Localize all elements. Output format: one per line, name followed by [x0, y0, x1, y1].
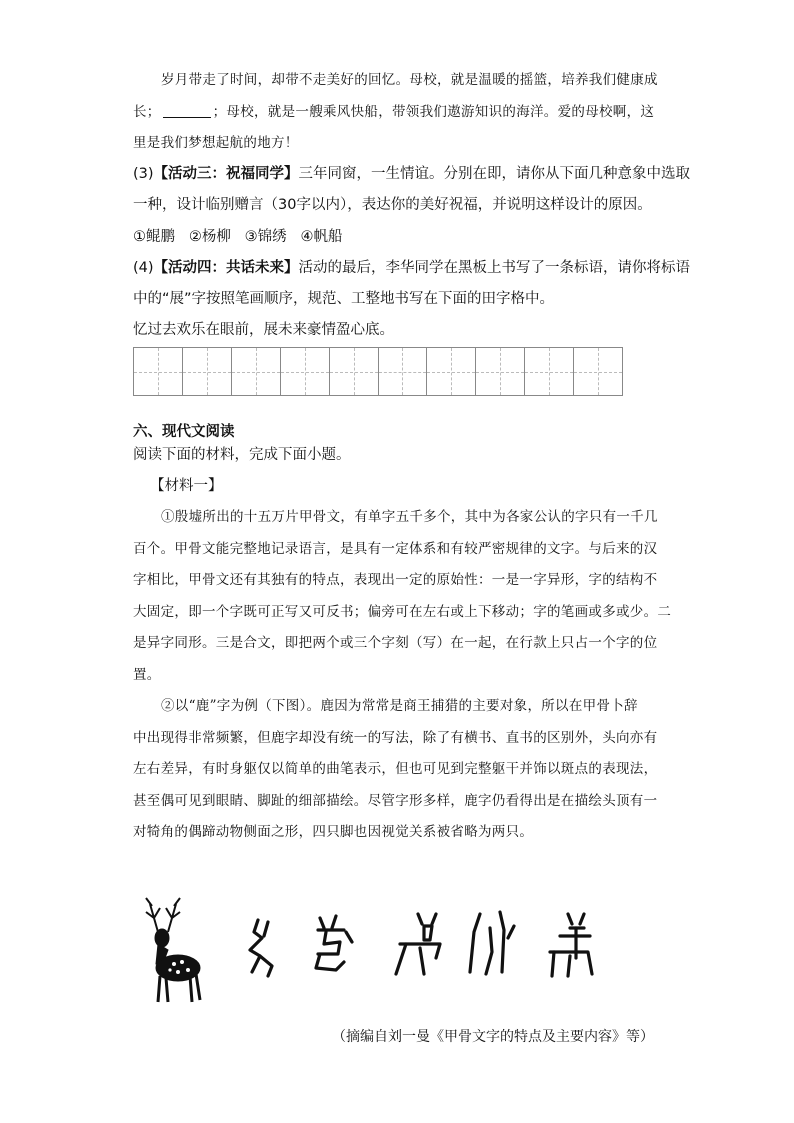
- deer-illustration: [146, 898, 200, 1002]
- intro-line-2-start: 长；: [133, 104, 161, 120]
- para1-line-6: 置。: [133, 667, 161, 683]
- para1-line-3: 字相比，甲骨文还有其独有的特点，表现出一定的原始性：一是一字异形，字的结构不: [133, 572, 658, 588]
- option-2: ②杨柳: [188, 229, 231, 245]
- activity4-line-1: [133, 256, 690, 277]
- para2-line-5: 对犄角的偶蹄动物侧面之形，四只脚也因视觉关系被省略为两只。: [133, 824, 534, 840]
- tianzige-grid[interactable]: [133, 347, 623, 396]
- para1-line-5: 是异字同形。三是合文，即把两个或三个字刻（写）在一起，在行款上只占一个字的位: [133, 635, 658, 651]
- tianzige-cell[interactable]: [232, 348, 281, 395]
- oracle-glyph-2: [316, 916, 352, 970]
- oracle-glyph-4: [470, 912, 514, 974]
- activity4-line-2: 中的“展”字按照笔画顺序，规范、工整地书写在下面的田字格中。: [133, 291, 555, 307]
- para1-line-1: ①殷墟所出的十五万片甲骨文，有单字五千多个，其中为各家公认的字只有一千几: [161, 509, 658, 525]
- option-1: ①鲲鹏: [133, 229, 175, 245]
- para2-line-1: ②以“鹿”字为例（下图）。鹿因为常常是商王捕猎的主要对象，所以在甲骨卜辞: [161, 698, 638, 714]
- intro-line-2: [133, 100, 654, 120]
- activity3-line-1: [133, 162, 690, 183]
- tianzige-cell[interactable]: [183, 348, 232, 395]
- activity3-title: 【活动三：祝福同学】: [153, 166, 299, 182]
- oracle-glyph-5: [550, 914, 592, 976]
- tianzige-cell[interactable]: [330, 348, 379, 395]
- intro-line-1: 岁月带走了时间，却带不走美好的回忆。母校，就是温暖的摇篮，培养我们健康成: [161, 72, 658, 88]
- slogan: 忆过去欢乐在眼前，展未来豪情盈心底。: [133, 322, 394, 338]
- activity3-line-2: 一种，设计临别赠言（30字以内），表达你的美好祝福，并说明这样设计的原因。: [133, 197, 652, 213]
- tianzige-cell[interactable]: [525, 348, 574, 395]
- option-4: ④帆船: [300, 229, 343, 245]
- section-heading: 六、现代文阅读: [133, 424, 235, 440]
- activity3-prefix: (3): [133, 166, 154, 182]
- intro-line-2-end: ；母校，就是一艘乘风快船，带领我们遨游知识的海洋。爱的母校啊，这: [212, 104, 655, 120]
- tianzige-cell[interactable]: [427, 348, 476, 395]
- para1-line-2: 百个。甲骨文能完整地记录语言，是具有一定体系和有较严密规律的文字。与后来的汉: [133, 541, 658, 557]
- option-3: ③锦绣: [244, 229, 287, 245]
- tianzige-cell[interactable]: [574, 348, 622, 395]
- intro-line-3: 里是我们梦想起航的地方！: [133, 135, 299, 151]
- para1-line-4: 大固定，即一个字既可正写又可反书；偏旁可在左右或上下移动；字的笔画或多或少。二: [133, 604, 672, 620]
- fill-blank[interactable]: [163, 105, 211, 118]
- activity3-line-1-rest: 三年同窗，一生情谊。分别在即，请你从下面几种意象中选取: [298, 166, 691, 182]
- activity4-prefix: (4): [133, 260, 154, 276]
- tianzige-cell[interactable]: [379, 348, 428, 395]
- deer-oracle-figure: [140, 892, 600, 1004]
- oracle-glyph-3: [396, 914, 440, 974]
- para2-line-4: 甚至偶可见到眼睛、脚趾的细部描绘。尽管字形多样，鹿字仍看得出是在描绘头顶有一: [133, 793, 658, 809]
- tianzige-cell[interactable]: [281, 348, 330, 395]
- oracle-glyph-1: [250, 920, 272, 976]
- material-label: 【材料一】: [150, 478, 223, 494]
- activity3-options: [133, 225, 342, 246]
- activity4-line-1-rest: 活动的最后，李华同学在黑板上书写了一条标语，请你将标语: [298, 260, 691, 276]
- tianzige-cell[interactable]: [134, 348, 183, 395]
- source-caption: （摘编自刘一曼《甲骨文字的特点及主要内容》等）: [332, 1029, 654, 1045]
- section-instruction: 阅读下面的材料，完成下面小题。: [133, 447, 351, 463]
- activity4-title: 【活动四：共话未来】: [153, 260, 299, 276]
- para2-line-3: 左右差异，有时身躯仅以简单的曲笔表示，但也可见到完整躯干并饰以斑点的表现法，: [133, 761, 658, 777]
- para2-line-2: 中出现得非常频繁，但鹿字却没有统一的写法，除了有横书、直书的区别外，头向亦有: [133, 730, 658, 746]
- tianzige-cell[interactable]: [476, 348, 525, 395]
